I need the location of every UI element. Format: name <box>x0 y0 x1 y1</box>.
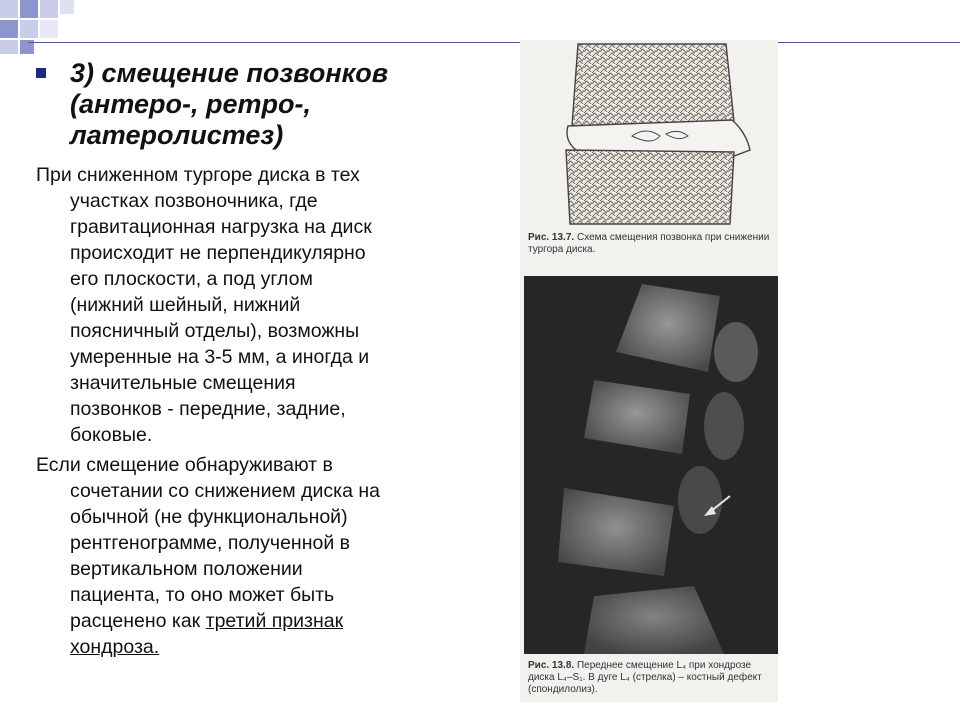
paragraph-1 <box>36 162 466 448</box>
link-third-sign[interactable]: третий признак <box>205 610 344 632</box>
slide-heading <box>36 58 496 151</box>
bullet-square <box>36 68 46 78</box>
textbook-photo <box>520 40 778 702</box>
heading-line-3: латеролистез) <box>70 120 284 150</box>
caption2-label: Рис. 13.8. <box>528 660 575 671</box>
p2-line: рентгенограмме, полученной в <box>70 532 350 554</box>
p2-line: вертикальном положении <box>70 558 303 580</box>
p1-line: участках позвоночника, где <box>70 190 318 212</box>
caption1-text: Схема смещения позвонка при снижении тургора диска. <box>528 232 770 255</box>
p1-line: происходит не перпендикулярно <box>70 242 366 264</box>
p1-line: умеренные на 3-5 мм, а иногда и <box>70 346 370 368</box>
p2-line: обычной (не функциональной) <box>70 506 348 528</box>
header-rule <box>28 42 960 43</box>
p2-line <box>36 608 466 634</box>
p1-line: боковые. <box>70 424 153 446</box>
vertebra-diagram <box>520 40 778 230</box>
p1-line: его плоскости, а под углом <box>70 268 313 290</box>
caption1-label: Рис. 13.7. <box>528 232 575 243</box>
p1-first-line: При сниженном тургоре диска в тех <box>36 164 360 186</box>
figure-caption-1 <box>528 232 778 256</box>
p1-line: поясничный отделы), возможны <box>70 320 360 342</box>
heading-line-1: 3) смещение позвонков <box>70 58 389 88</box>
p2-line: сочетании со снижением диска на <box>70 480 380 502</box>
p1-line: значительные смещения <box>70 372 296 394</box>
caption2-text: Переднее смещение L₄ при хондрозе диска L₄–S₁. В дуге L₄ (стрелка) – костный дефект (спондилолиз). <box>528 660 762 695</box>
heading-line-2: (антеро-, ретро-, <box>70 89 311 119</box>
link-chondrosis[interactable]: хондроза. <box>70 636 160 658</box>
p2-first-line: Если смещение обнаруживают в <box>36 454 333 476</box>
p1-line: (нижний шейный, нижний <box>70 294 301 316</box>
p2-plain-text: расценено как <box>70 610 206 632</box>
p2-line: пациента, то оно может быть <box>70 584 335 606</box>
p1-line: гравитационная нагрузка на диск <box>70 216 372 238</box>
p2-line <box>36 634 466 660</box>
paragraph-2 <box>36 452 466 660</box>
p1-line: позвонков - передние, задние, <box>70 398 346 420</box>
xray-image <box>524 276 778 654</box>
figure-caption-2 <box>528 660 778 696</box>
